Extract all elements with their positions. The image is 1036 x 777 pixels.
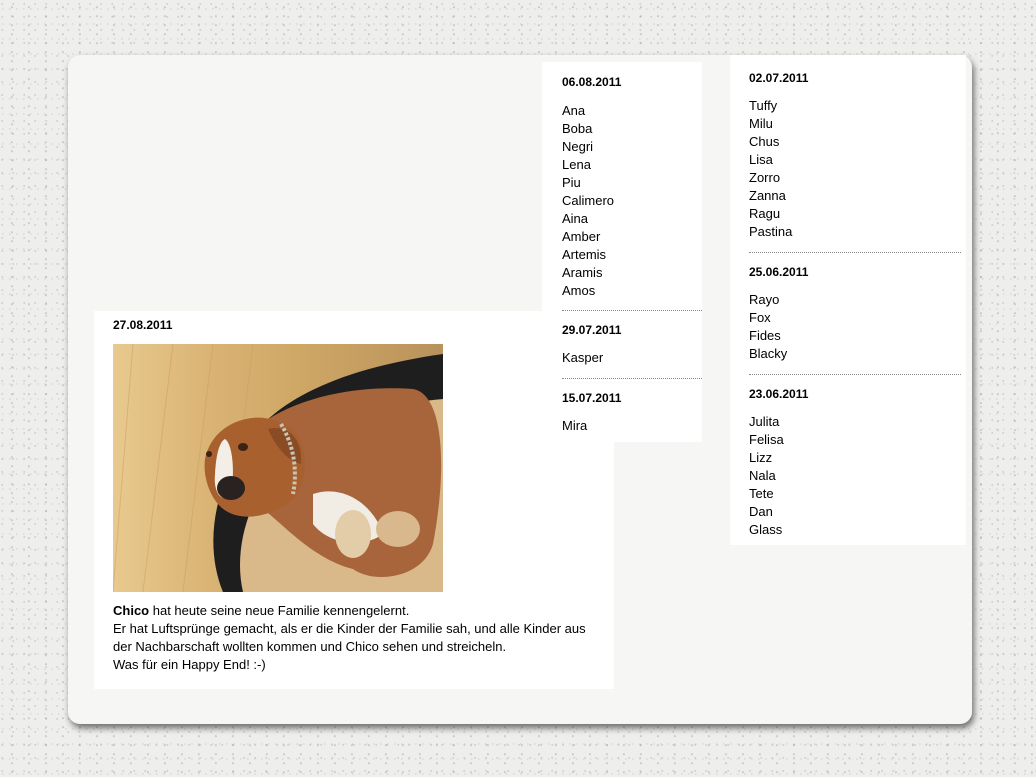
entry-25-06-2011 [749, 265, 808, 363]
entry-15-07-2011 [562, 391, 621, 435]
list-item: Felisa [749, 432, 784, 447]
entry-29-07-2011 [562, 323, 621, 367]
list-item: Artemis [562, 247, 607, 262]
list-item: Ana [562, 103, 586, 118]
name-list [562, 102, 621, 300]
list-item: Chus [749, 134, 780, 149]
divider [749, 374, 961, 375]
divider [562, 310, 702, 311]
list-item: Boba [562, 121, 593, 136]
list-item: Zorro [749, 170, 781, 185]
entry-date: 29.07.2011 [562, 323, 622, 337]
list-item: Rayo [749, 292, 780, 307]
list-item: Dan [749, 504, 773, 519]
entry-02-07-2011 [749, 71, 808, 241]
story-line-3: Was für ein Happy End! :-) [113, 657, 266, 672]
name-list [749, 413, 808, 539]
list-item: Piu [562, 175, 581, 190]
name-list [562, 349, 621, 367]
entry-23-06-2011 [749, 387, 808, 539]
list-item: Aramis [562, 265, 603, 280]
entry-date: 02.07.2011 [749, 71, 809, 85]
main-entry-text [113, 602, 603, 674]
entry-date: 15.07.2011 [562, 391, 622, 405]
list-item: Mira [562, 418, 588, 433]
list-item: Milu [749, 116, 773, 131]
story-line-2: Er hat Luftsprünge gemacht, als er die Kinder der Familie sah, und alle Kinder aus der Nachbarschaft wollten kommen und Chico sehen und streicheln. [113, 621, 586, 654]
list-item: Aina [562, 211, 589, 226]
list-item: Amber [562, 229, 601, 244]
dog-name: Chico [113, 603, 150, 618]
list-item: Calimero [562, 193, 615, 208]
main-entry-date: 27.08.2011 [113, 318, 173, 332]
list-item: Fox [749, 310, 771, 325]
story-line-1: hat heute seine neue Familie kennengelernt. [149, 603, 410, 618]
list-item: Julita [749, 414, 780, 429]
entry-date: 23.06.2011 [749, 387, 809, 401]
list-item: Lisa [749, 152, 773, 167]
list-item: Lena [562, 157, 591, 172]
entry-06-08-2011 [562, 75, 621, 300]
list-item: Amos [562, 283, 596, 298]
list-item: Tete [749, 486, 774, 501]
list-item: Nala [749, 468, 776, 483]
list-item: Fides [749, 328, 781, 343]
list-item: Pastina [749, 224, 793, 239]
list-item: Blacky [749, 346, 788, 361]
divider [749, 252, 961, 253]
list-item: Lizz [749, 450, 773, 465]
list-item: Ragu [749, 206, 781, 221]
name-list [562, 417, 621, 435]
list-item: Glass [749, 522, 783, 537]
name-list [749, 291, 808, 363]
list-item: Negri [562, 139, 594, 154]
list-item: Kasper [562, 350, 604, 365]
entry-date: 06.08.2011 [562, 75, 622, 89]
name-list [749, 97, 808, 241]
dog-photo-illustration [113, 344, 443, 592]
entry-date: 25.06.2011 [749, 265, 809, 279]
dog-photo[interactable] [113, 344, 443, 592]
divider [562, 378, 702, 379]
list-item: Zanna [749, 188, 786, 203]
list-item: Tuffy [749, 98, 778, 113]
